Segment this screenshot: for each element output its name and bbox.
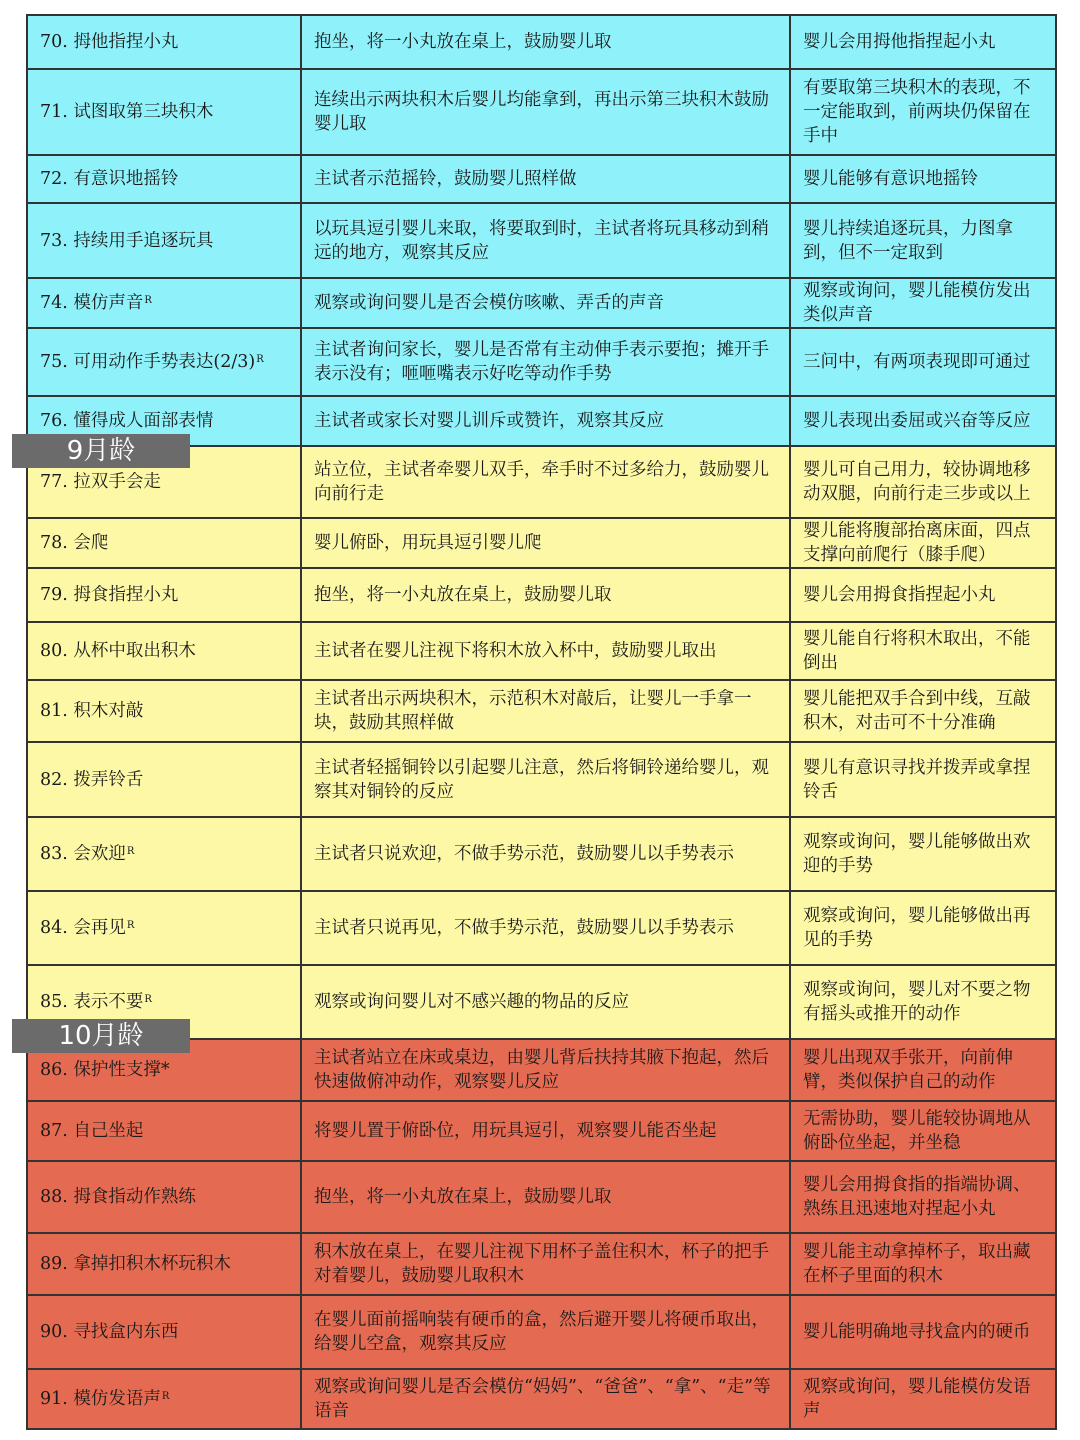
item-number: 91. bbox=[40, 1389, 68, 1409]
item-name: 表示不要 bbox=[73, 992, 144, 1012]
item-name: 寻找盒内东西 bbox=[73, 1322, 179, 1342]
criteria-cell: 婴儿能将腹部抬离床面，四点支撑向前爬行（膝手爬） bbox=[790, 518, 1056, 568]
method-cell: 将婴儿置于俯卧位，用玩具逗引，观察婴儿能否坐起 bbox=[301, 1101, 790, 1161]
r-marker: R bbox=[126, 920, 135, 931]
item-name: 拇食指捏小丸 bbox=[73, 585, 179, 605]
item-number: 88. bbox=[40, 1187, 68, 1207]
r-marker: R bbox=[144, 994, 152, 1005]
item-name: 从杯中取出积木 bbox=[73, 641, 196, 661]
item-number: 79. bbox=[40, 585, 68, 605]
item-number: 82. bbox=[40, 769, 68, 790]
item-number: 83. bbox=[40, 844, 68, 864]
method-cell: 抱坐，将一小丸放在桌上，鼓励婴儿取 bbox=[301, 1161, 790, 1233]
table-row bbox=[27, 1233, 1056, 1295]
item-number: 78. bbox=[40, 533, 68, 553]
item-name: 拉双手会走 bbox=[73, 472, 161, 492]
r-marker: R bbox=[256, 354, 264, 365]
table-row bbox=[27, 742, 1056, 817]
method-cell: 观察或询问婴儿对不感兴趣的物品的反应 bbox=[301, 965, 790, 1039]
item-name: 试图取第三块积木 bbox=[73, 102, 214, 122]
criteria-cell: 观察或询问，婴儿能够做出再见的手势 bbox=[790, 891, 1056, 965]
method-cell: 抱坐，将一小丸放在桌上，鼓励婴儿取 bbox=[301, 568, 790, 622]
item-number: 86. bbox=[40, 1060, 68, 1080]
item-number: 84. bbox=[40, 918, 68, 938]
item-name: 自己坐起 bbox=[73, 1121, 144, 1141]
criteria-cell: 婴儿会用拇食指捏起小丸 bbox=[790, 568, 1056, 622]
table-row bbox=[27, 680, 1056, 742]
milestone-table bbox=[26, 14, 1057, 1430]
criteria-cell: 有要取第三块积木的表现，不一定能取到，前两块仍保留在手中 bbox=[790, 69, 1056, 155]
item-cell bbox=[27, 278, 301, 328]
method-cell: 以玩具逗引婴儿来取，将要取到时，主试者将玩具移动到稍远的地方，观察其反应 bbox=[301, 203, 790, 278]
table-row bbox=[27, 568, 1056, 622]
item-number: 90. bbox=[40, 1322, 68, 1342]
item-number: 72. bbox=[40, 169, 68, 189]
item-name: 模仿声音 bbox=[73, 293, 144, 313]
criteria-cell: 观察或询问，婴儿对不要之物有摇头或推开的动作 bbox=[790, 965, 1056, 1039]
item-name: 可用动作手势表达(2/3) bbox=[73, 352, 256, 372]
criteria-cell: 婴儿能明确地寻找盒内的硬币 bbox=[790, 1295, 1056, 1369]
table-row bbox=[27, 15, 1056, 69]
method-cell: 主试者轻摇铜铃以引起婴儿注意，然后将铜铃递给婴儿，观察其对铜铃的反应 bbox=[301, 742, 790, 817]
item-number: 85. bbox=[40, 992, 68, 1012]
table-row bbox=[27, 1295, 1056, 1369]
criteria-cell: 无需协助，婴儿能较协调地从俯卧位坐起，并坐稳 bbox=[790, 1101, 1056, 1161]
criteria-cell: 观察或询问，婴儿能够做出欢迎的手势 bbox=[790, 817, 1056, 891]
method-cell: 抱坐，将一小丸放在桌上，鼓励婴儿取 bbox=[301, 15, 790, 69]
item-number: 87. bbox=[40, 1121, 68, 1141]
item-cell bbox=[27, 680, 301, 742]
item-name: 模仿发语声 bbox=[73, 1389, 161, 1409]
item-name: 保护性支撑* bbox=[73, 1060, 170, 1080]
method-cell: 主试者询问家长，婴儿是否常有主动伸手表示要抱；摊开手表示没有；咂咂嘴表示好吃等动作手势 bbox=[301, 328, 790, 396]
criteria-cell: 婴儿能把双手合到中线，互敲积木，对击可不十分准确 bbox=[790, 680, 1056, 742]
item-cell bbox=[27, 203, 301, 278]
method-cell: 主试者出示两块积木，示范积木对敲后，让婴儿一手拿一块，鼓励其照样做 bbox=[301, 680, 790, 742]
method-cell: 婴儿俯卧，用玩具逗引婴儿爬 bbox=[301, 518, 790, 568]
item-cell bbox=[27, 69, 301, 155]
item-name: 懂得成人面部表情 bbox=[73, 411, 214, 431]
table-row bbox=[27, 328, 1056, 396]
criteria-cell: 婴儿表现出委屈或兴奋等反应 bbox=[790, 396, 1056, 446]
item-cell bbox=[27, 1369, 301, 1429]
item-name: 会爬 bbox=[73, 533, 109, 553]
criteria-cell: 婴儿能够有意识地摇铃 bbox=[790, 155, 1056, 203]
item-number: 70. bbox=[40, 32, 68, 52]
item-cell bbox=[27, 891, 301, 965]
item-name: 拨弄铃舌 bbox=[73, 769, 144, 790]
table-row bbox=[27, 1101, 1056, 1161]
method-cell: 积木放在桌上，在婴儿注视下用杯子盖住积木，杯子的把手对着婴儿，鼓励婴儿取积木 bbox=[301, 1233, 790, 1295]
item-cell bbox=[27, 742, 301, 817]
method-cell: 观察或询问婴儿是否会模仿咳嗽、弄舌的声音 bbox=[301, 278, 790, 328]
criteria-cell: 观察或询问，婴儿能模仿发语声 bbox=[790, 1369, 1056, 1429]
method-cell: 主试者只说再见，不做手势示范，鼓励婴儿以手势表示 bbox=[301, 891, 790, 965]
method-cell: 观察或询问婴儿是否会模仿“妈妈”、“爸爸”、“拿”、“走”等语音 bbox=[301, 1369, 790, 1429]
item-cell bbox=[27, 328, 301, 396]
item-number: 71. bbox=[40, 102, 68, 122]
item-cell bbox=[27, 155, 301, 203]
item-name: 会再见 bbox=[73, 918, 126, 938]
item-cell bbox=[27, 1233, 301, 1295]
method-cell: 连续出示两块积木后婴儿均能拿到，再出示第三块积木鼓励婴儿取 bbox=[301, 69, 790, 155]
criteria-cell: 观察或询问，婴儿能模仿发出类似声音 bbox=[790, 278, 1056, 328]
method-cell: 站立位，主试者牵婴儿双手，牵手时不过多给力，鼓励婴儿向前行走 bbox=[301, 446, 790, 518]
item-cell bbox=[27, 1101, 301, 1161]
criteria-cell: 婴儿出现双手张开，向前伸臂，类似保护自己的动作 bbox=[790, 1039, 1056, 1101]
table-row bbox=[27, 1369, 1056, 1429]
item-number: 81. bbox=[40, 701, 68, 721]
item-cell bbox=[27, 518, 301, 568]
criteria-cell: 婴儿会用拇他指捏起小丸 bbox=[790, 15, 1056, 69]
table-row bbox=[27, 203, 1056, 278]
item-name: 积木对敲 bbox=[73, 701, 144, 721]
table-row bbox=[27, 278, 1056, 328]
criteria-cell: 婴儿能主动拿掉杯子，取出藏在杯子里面的积木 bbox=[790, 1233, 1056, 1295]
r-marker: R bbox=[126, 846, 135, 857]
item-number: 76. bbox=[40, 411, 68, 431]
table-row bbox=[27, 518, 1056, 568]
item-name: 拇食指动作熟练 bbox=[73, 1187, 196, 1207]
criteria-cell: 婴儿能自行将积木取出，不能倒出 bbox=[790, 622, 1056, 680]
item-cell bbox=[27, 1161, 301, 1233]
item-number: 89. bbox=[40, 1254, 68, 1274]
table-row bbox=[27, 622, 1056, 680]
criteria-cell: 婴儿会用拇食指的指端协调、熟练且迅速地对捏起小丸 bbox=[790, 1161, 1056, 1233]
item-name: 拇他指捏小丸 bbox=[73, 32, 179, 52]
item-number: 74. bbox=[40, 293, 68, 313]
item-cell bbox=[27, 817, 301, 891]
item-cell bbox=[27, 15, 301, 69]
criteria-cell: 婴儿有意识寻找并拨弄或拿捏铃舌 bbox=[790, 742, 1056, 817]
table-row bbox=[27, 1161, 1056, 1233]
method-cell: 主试者示范摇铃，鼓励婴儿照样做 bbox=[301, 155, 790, 203]
item-cell bbox=[27, 1295, 301, 1369]
item-name: 持续用手追逐玩具 bbox=[73, 230, 214, 251]
item-cell bbox=[27, 568, 301, 622]
method-cell: 在婴儿面前摇响装有硬币的盒，然后避开婴儿将硬币取出，给婴儿空盒，观察其反应 bbox=[301, 1295, 790, 1369]
method-cell: 主试者站立在床或桌边，由婴儿背后扶持其腋下抱起，然后快速做俯冲动作，观察婴儿反应 bbox=[301, 1039, 790, 1101]
item-name: 有意识地摇铃 bbox=[73, 169, 179, 189]
r-marker: R bbox=[144, 295, 152, 306]
age-label-9-months: 9月龄 bbox=[12, 434, 190, 468]
age-label-10-months: 10月龄 bbox=[12, 1019, 190, 1053]
item-name: 拿掉扣积木杯玩积木 bbox=[73, 1254, 231, 1274]
criteria-cell: 婴儿持续追逐玩具，力图拿到，但不一定取到 bbox=[790, 203, 1056, 278]
item-cell bbox=[27, 622, 301, 680]
table-row bbox=[27, 891, 1056, 965]
method-cell: 主试者或家长对婴儿训斥或赞许，观察其反应 bbox=[301, 396, 790, 446]
table-row bbox=[27, 817, 1056, 891]
item-number: 73. bbox=[40, 230, 68, 251]
criteria-cell: 三问中，有两项表现即可通过 bbox=[790, 328, 1056, 396]
item-number: 75. bbox=[40, 352, 68, 372]
item-number: 77. bbox=[40, 472, 68, 492]
table-row bbox=[27, 69, 1056, 155]
r-marker: R bbox=[161, 1391, 170, 1402]
method-cell: 主试者只说欢迎，不做手势示范，鼓励婴儿以手势表示 bbox=[301, 817, 790, 891]
method-cell: 主试者在婴儿注视下将积木放入杯中，鼓励婴儿取出 bbox=[301, 622, 790, 680]
item-number: 80. bbox=[40, 641, 68, 661]
criteria-cell: 婴儿可自己用力，较协调地移动双腿，向前行走三步或以上 bbox=[790, 446, 1056, 518]
table-row bbox=[27, 155, 1056, 203]
item-name: 会欢迎 bbox=[73, 844, 126, 864]
